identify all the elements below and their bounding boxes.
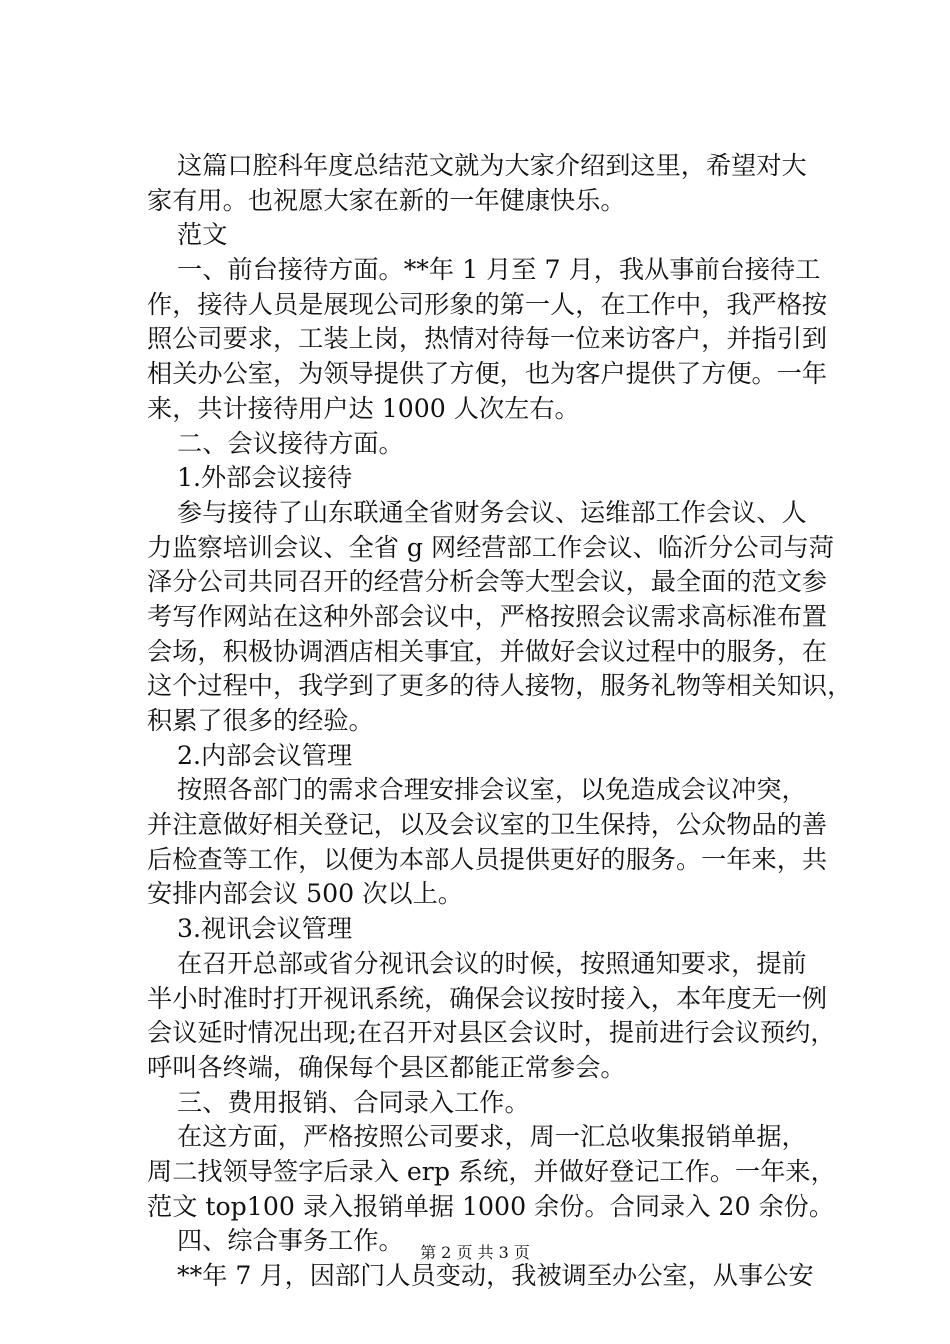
section-heading-line: 一、前台接待方面。**年 1 月至 7 月，我从事前台接待工	[177, 255, 821, 285]
subsection-heading: 3.视讯会议管理	[177, 914, 353, 944]
paragraph-line: 安排内部会议 500 次以上。	[147, 879, 463, 909]
paragraph-line: 会场，积极协调酒店相关事宜，并做好会议过程中的服务，在	[147, 636, 828, 666]
paragraph-line: 这个过程中，我学到了更多的待人接物，服务礼物等相关知识，	[147, 671, 853, 701]
section-heading: 四、综合事务工作。	[177, 1226, 404, 1256]
section-heading: 二、会议接待方面。	[177, 428, 404, 458]
paragraph-line: 呼叫各终端，确保每个县区都能正常参会。	[147, 1052, 626, 1082]
paragraph-line: 并注意做好相关登记，以及会议室的卫生保持，公众物品的善	[147, 810, 828, 840]
paragraph-line: 在这方面，严格按照公司要求，周一汇总收集报销单据，	[177, 1122, 807, 1152]
paragraph-line: 来，共计接待用户达 1000 人次左右。	[147, 393, 580, 423]
paragraph-line: 半小时准时打开视讯系统，确保会议按时接入，本年度无一例	[147, 983, 828, 1013]
paragraph-line: 泽分公司共同召开的经营分析会等大型会议，最全面的范文参	[147, 567, 828, 597]
paragraph-line: 作，接待人员是展现公司形象的第一人，在工作中，我严格按	[147, 289, 828, 319]
paragraph-line: 家有用。也祝愿大家在新的一年健康快乐。	[147, 185, 626, 215]
paragraph-line: 相关办公室，为领导提供了方便，也为客户提供了方便。一年	[147, 359, 828, 389]
paragraph-line: 力监察培训会议、全省 g 网经营部工作会议、临沂分公司与菏	[147, 532, 835, 562]
paragraph-line: 在召开总部或省分视讯会议的时候，按照通知要求，提前	[177, 948, 807, 978]
paragraph-line: 参与接待了山东联通全省财务会议、运维部工作会议、人	[177, 497, 807, 527]
paragraph-line: 考写作网站在这种外部会议中，严格按照会议需求高标准布置	[147, 601, 828, 631]
paragraph-line: **年 7 月，因部门人员变动，我被调至办公室，从事公安	[177, 1261, 814, 1290]
document-body	[147, 149, 853, 1294]
subsection-heading: 1.外部会议接待	[177, 463, 353, 493]
section-heading: 三、费用报销、合同录入工作。	[177, 1087, 530, 1117]
paragraph-line: 按照各部门的需求合理安排会议室，以免造成会议冲突，	[177, 775, 807, 805]
paragraph-line: 会议延时情况出现;在召开对县区会议时，提前进行会议预约，	[147, 1018, 836, 1048]
page-number-footer: 第 2 页 共 3 页	[420, 1243, 530, 1262]
paragraph-line: 照公司要求，工装上岗，热情对待每一位来访客户，并指引到	[147, 324, 828, 354]
section-label: 范文	[177, 220, 228, 250]
paragraph-line: 范文 top100 录入报销单据 1000 余份。合同录入 20 余份。	[147, 1191, 835, 1221]
paragraph-line: 后检查等工作，以便为本部人员提供更好的服务。一年来，共	[147, 844, 828, 874]
subsection-heading: 2.内部会议管理	[177, 740, 353, 770]
paragraph-line: 这篇口腔科年度总结范文就为大家介绍到这里，希望对大	[177, 151, 807, 180]
paragraph-line: 积累了很多的经验。	[147, 706, 374, 735]
paragraph-line: 周二找领导签字后录入 erp 系统，并做好登记工作。一年来，	[147, 1156, 836, 1186]
